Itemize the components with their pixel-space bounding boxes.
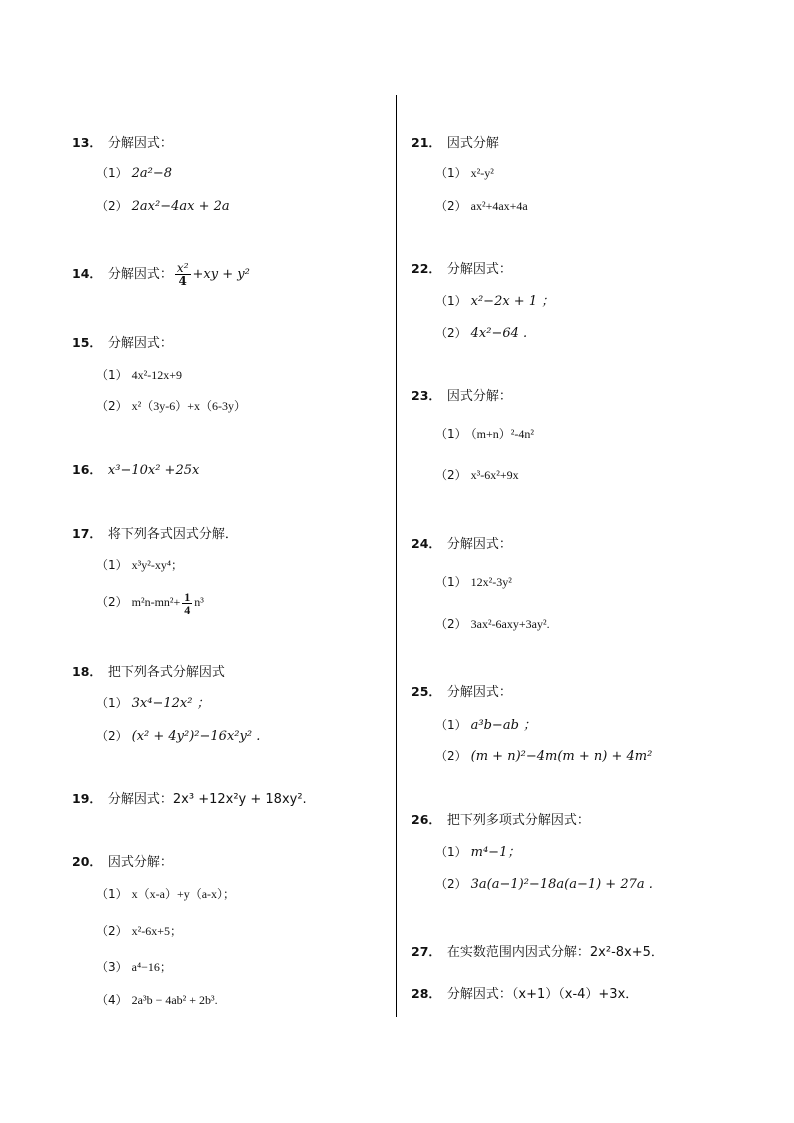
question-23-header: [411, 387, 512, 406]
question-20-item-4: （4） 2a³b − 4ab² + 2b³.: [96, 993, 218, 1007]
math-expression: x³-6x²+9x: [470, 468, 519, 482]
math-expression: x²-6x+5；: [131, 924, 183, 938]
question-24-header: [411, 535, 512, 554]
math-expression: （m+n）²-4n²: [470, 427, 534, 441]
question-24-item-1: （1） 12x²-3y²: [435, 575, 512, 589]
question-number: 13．: [72, 135, 102, 150]
question-20-header: [72, 853, 173, 872]
math-expression: x²（3y-6）+x（6-3y）: [131, 399, 246, 413]
question-number: 25．: [411, 684, 441, 699]
math-expression: x³y²-xy⁴；: [131, 558, 184, 572]
question-23-item-2: （2） x³-6x²+9x: [435, 468, 519, 482]
question-title: 分解因式：（x+1）（x-4）+3x．: [446, 987, 639, 1002]
math-expression: 3ax²-6axy+3ay².: [470, 617, 550, 631]
question-25-item-2: （2） (m + n)²−4m(m + n) + 4m²: [435, 749, 653, 764]
question-number: 21．: [411, 135, 441, 150]
math-expression: (m + n)²−4m(m + n) + 4m²: [470, 749, 653, 764]
question-title: 分解因式：: [107, 267, 173, 282]
question-17-header: [72, 525, 238, 544]
question-24-item-2: （2） 3ax²-6axy+3ay².: [435, 617, 550, 631]
question-18-item-2: （2） (x² + 4y²)²−16x²y² .: [96, 729, 261, 744]
math-expression: x²-y²: [470, 166, 494, 180]
question-18-header: [72, 663, 225, 682]
question-15-item-2: （2） x²（3y-6）+x（6-3y）: [96, 399, 246, 413]
question-number: 22．: [411, 261, 441, 276]
question-16-header: [72, 461, 199, 480]
math-expression: a⁴−16；: [131, 960, 172, 974]
math-expression: 4x²−64 .: [470, 326, 528, 341]
question-27-header: [411, 943, 664, 962]
question-number: 23．: [411, 388, 441, 403]
question-25-header: [411, 683, 512, 702]
math-expression: a³b−ab ；: [470, 718, 537, 733]
math-expression: 4x²-12x+9: [131, 368, 183, 382]
question-22-item-1: （1） x²−2x + 1 ；: [435, 294, 555, 309]
question-22-header: [411, 260, 512, 279]
question-number: 20．: [72, 854, 102, 869]
question-20-item-3: （3） a⁴−16；: [96, 960, 172, 974]
question-number: 18．: [72, 664, 102, 679]
math-expression: 3x⁴−12x² ；: [131, 696, 210, 711]
math-expression: 2ax²−4ax + 2a: [131, 199, 230, 214]
question-number: 28．: [411, 986, 441, 1001]
question-13-item-1: （1） 2a²−8: [96, 166, 173, 181]
question-17-item-1: （1） x³y²-xy⁴；: [96, 558, 184, 572]
question-15-item-1: （1） 4x²-12x+9: [96, 368, 183, 382]
question-title: 把下列各式分解因式: [107, 665, 225, 680]
question-28-header: [411, 985, 638, 1004]
question-number: 27．: [411, 944, 441, 959]
question-number: 15．: [72, 335, 102, 350]
question-15-header: [72, 334, 173, 353]
question-13-item-2: （2） 2ax²−4ax + 2a: [96, 199, 230, 214]
question-number: 14．: [72, 266, 102, 281]
question-title: 因式分解: [446, 136, 499, 151]
question-title: 分解因式：: [446, 262, 512, 277]
fraction: $\frac{\text{x²}}{4}$: [176, 261, 189, 288]
question-number: 17．: [72, 526, 102, 541]
question-21-item-2: （2） ax²+4ax+4a: [435, 199, 528, 213]
math-expression: x（x-a）+y（a-x）；: [131, 887, 236, 901]
question-21-header: [411, 134, 499, 153]
question-26-item-1: （1） m⁴−1；: [435, 845, 521, 860]
math-expression: 2a³b − 4ab² + 2b³.: [131, 993, 218, 1007]
math-expression: ax²+4ax+4a: [470, 199, 528, 213]
math-expression: 2a²−8: [131, 166, 173, 181]
question-title: 分解因式：: [107, 336, 173, 351]
math-expression: 3a(a−1)²−18a(a−1) + 27a .: [470, 877, 653, 892]
question-20-item-1: （1） x（x-a）+y（a-x）；: [96, 887, 236, 901]
math-expression: x²−2x + 1 ；: [470, 294, 555, 309]
math-expression: m⁴−1；: [470, 845, 521, 860]
question-title: 分解因式：: [446, 685, 512, 700]
question-17-item-2: （2） m²n-mn²+ $\frac{1}{4}$ n³: [96, 589, 204, 617]
question-23-item-1: （1） （m+n）²-4n²: [435, 427, 534, 441]
question-title: 因式分解：: [107, 855, 173, 870]
question-title: 分解因式：2x³ +12x²y + 18xy².: [107, 792, 307, 807]
question-number: 16．: [72, 462, 102, 477]
question-22-item-2: （2） 4x²−64 .: [435, 326, 528, 341]
question-14-header: [72, 257, 250, 292]
question-19-header: [72, 790, 307, 809]
question-title: 分解因式：: [446, 537, 512, 552]
question-20-item-2: （2） x²-6x+5；: [96, 924, 183, 938]
question-18-item-1: （1） 3x⁴−12x² ；: [96, 696, 210, 711]
question-number: 24．: [411, 536, 441, 551]
math-expression: +xy + y²: [192, 267, 250, 282]
question-number: 26．: [411, 812, 441, 827]
question-number: 19．: [72, 791, 102, 806]
question-title: 因式分解：: [446, 389, 512, 404]
column-divider: [396, 95, 397, 1017]
question-title: 在实数范围内因式分解：2x²-8x+5．: [446, 945, 664, 960]
question-title: 分解因式：: [107, 136, 173, 151]
math-expression: x³−10x² +25x: [107, 463, 200, 478]
question-26-header: [411, 811, 590, 830]
question-25-item-1: （1） a³b−ab ；: [435, 718, 537, 733]
fraction: $\frac{1}{4}$: [184, 589, 191, 617]
math-expression: (x² + 4y²)²−16x²y² .: [131, 729, 261, 744]
question-26-item-2: （2） 3a(a−1)²−18a(a−1) + 27a .: [435, 877, 653, 892]
question-21-item-1: （1） x²-y²: [435, 166, 494, 180]
math-expression: 12x²-3y²: [470, 575, 512, 589]
question-title: 将下列各式因式分解．: [107, 527, 238, 542]
question-title: 把下列多项式分解因式：: [446, 813, 590, 828]
question-13-header: [72, 134, 173, 153]
